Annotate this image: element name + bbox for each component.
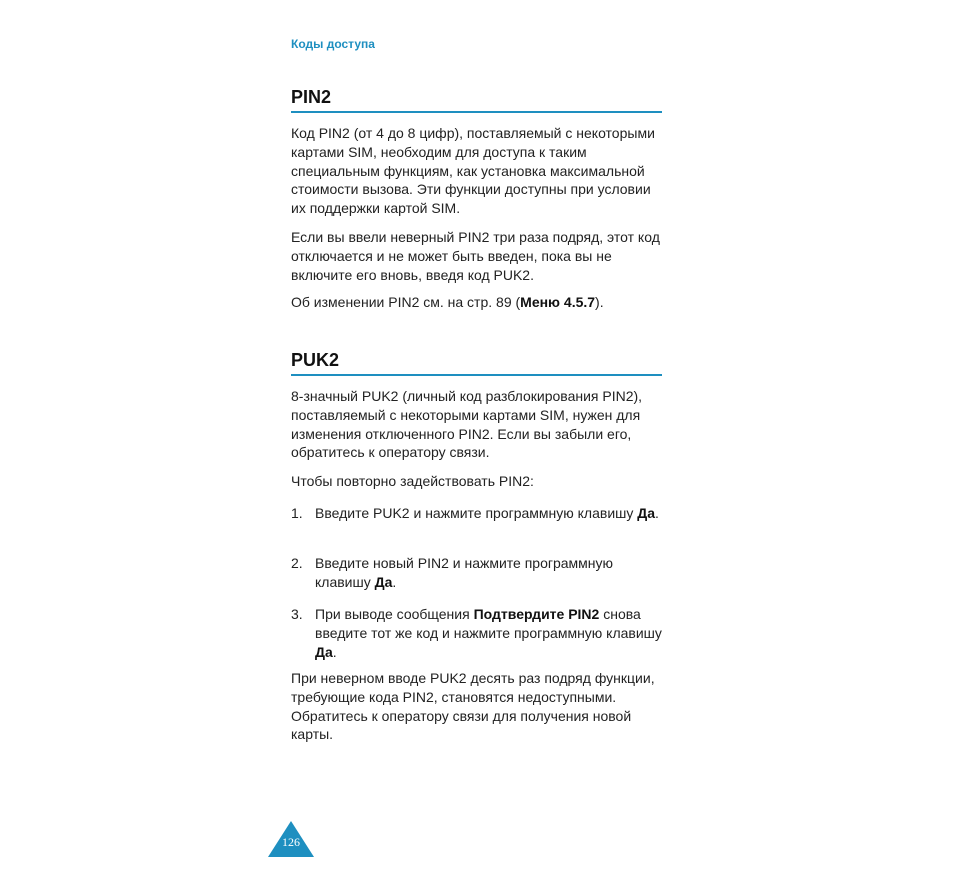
section-title-puk2: PUK2 — [291, 349, 662, 376]
list-item-step-1 — [291, 504, 666, 523]
message-label: Подтвердите PIN2 — [473, 606, 600, 622]
step-text: При выводе сообщения Подтвердите PIN2 снова введите тот же код и нажмите программную клавишу Да. — [315, 606, 662, 660]
pin2-p3-text-before: Об изменении PIN2 см. на стр. 89 ( — [291, 294, 521, 310]
step-text: Введите PUK2 и нажмите программную клавишу Да. — [315, 505, 659, 521]
step-number: 1. — [291, 505, 303, 521]
step-text: Введите новый PIN2 и нажмите программную клавишу Да. — [315, 555, 614, 590]
pin2-p3-text-after: ). — [595, 294, 604, 310]
running-header: Коды доступа — [291, 37, 375, 51]
section-title-pin2: PIN2 — [291, 86, 662, 113]
softkey-label: Да — [637, 505, 656, 521]
pin2-paragraph-3 — [291, 293, 666, 312]
puk2-paragraph-2: Чтобы повторно задействовать PIN2: — [291, 473, 534, 489]
menu-reference: Меню 4.5.7 — [520, 294, 596, 310]
puk2-paragraph-1: 8-значный PUK2 (личный код разблокирования PIN2), поставляемый с некоторыми картами SIM, нужен для изменения отключенного PIN2. Если вы забыли его, обратитесь к оператору связи. — [291, 388, 643, 461]
pin2-paragraph-2: Если вы ввели неверный PIN2 три раза подряд, этот код отключается и не может быть введен, пока вы не включите его вновь, введя код PUK2. — [291, 229, 660, 283]
page-number: 126 — [282, 835, 300, 849]
puk2-paragraph-3: При неверном вводе PUK2 десять раз подряд функции, требующие кода PIN2, становятся недоступными. Обратитесь к оператору связи для получения новой карты. — [291, 670, 655, 743]
step-number: 2. — [291, 555, 303, 571]
softkey-label: Да — [374, 573, 393, 590]
step-number: 3. — [291, 606, 303, 622]
list-item-step-3 — [291, 605, 666, 661]
pin2-paragraph-1: Код PIN2 (от 4 до 8 цифр), поставляемый с некоторыми картами SIM, необходим для доступа к таким специальным функциям, как установка максимальной стоимости вызова. Эти функции доступны при условии их поддержки картой SIM. — [291, 125, 655, 217]
list-item-step-2 — [291, 554, 666, 592]
softkey-label: Да — [315, 643, 333, 660]
